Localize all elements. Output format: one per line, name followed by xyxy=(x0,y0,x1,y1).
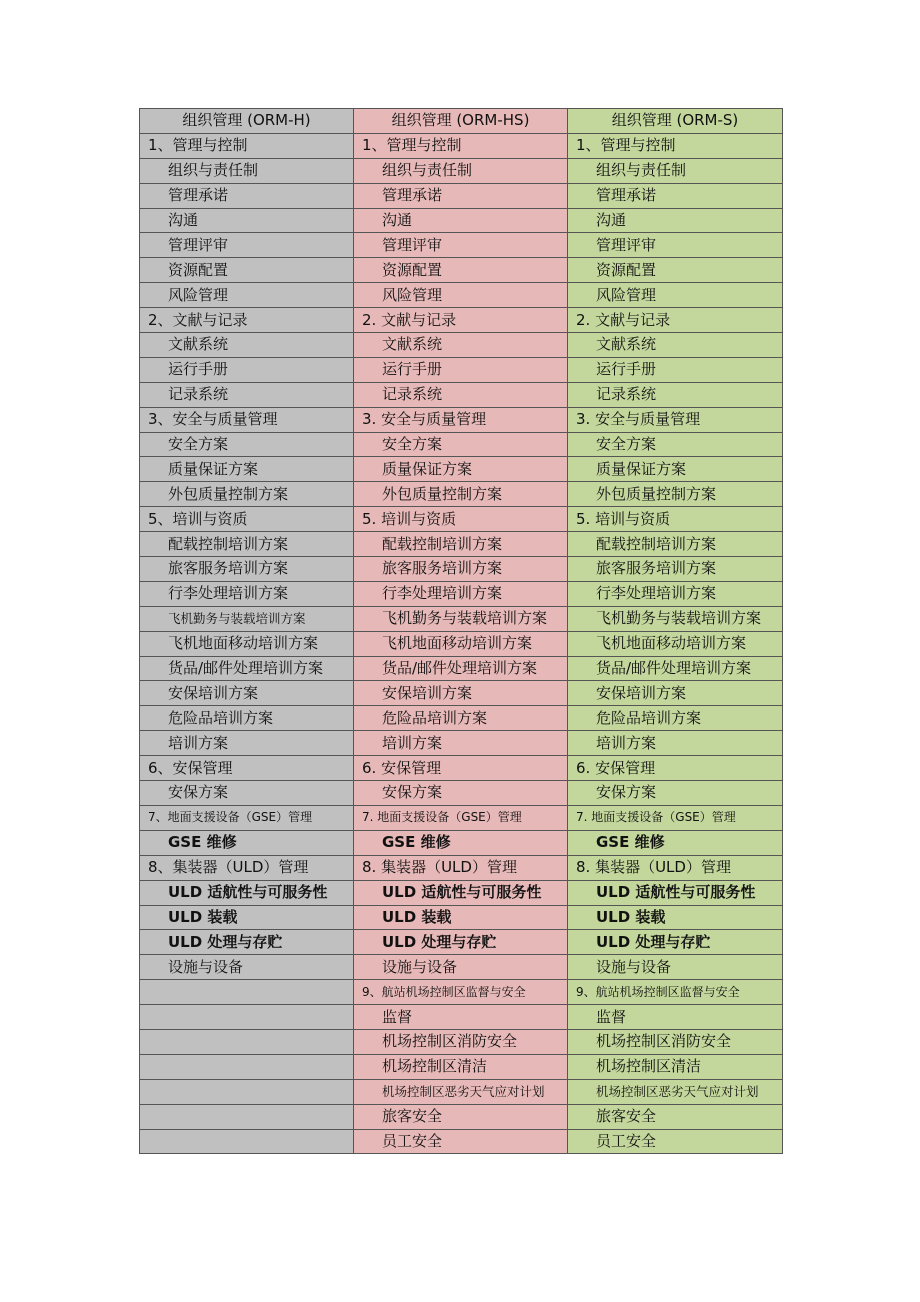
orm-h-cell: 旅客服务培训方案 xyxy=(140,557,354,582)
orm-h-cell: ULD 装载 xyxy=(140,905,354,930)
orm-hs-cell: 安保方案 xyxy=(354,781,568,806)
table-row xyxy=(140,1029,783,1054)
orm-s-cell: 管理承诺 xyxy=(568,183,783,208)
table-row xyxy=(140,830,783,855)
orm-s-cell: 机场控制区恶劣天气应对计划 xyxy=(568,1079,783,1104)
orm-h-cell: 沟通 xyxy=(140,208,354,233)
orm-hs-cell: 质量保证方案 xyxy=(354,457,568,482)
orm-hs-cell: 8. 集装器（ULD）管理 xyxy=(354,855,568,880)
orm-hs-cell: 货品/邮件处理培训方案 xyxy=(354,656,568,681)
orm-h-cell: 记录系统 xyxy=(140,382,354,407)
orm-s-cell: 安全方案 xyxy=(568,432,783,457)
table-row xyxy=(140,432,783,457)
orm-s-cell: 质量保证方案 xyxy=(568,457,783,482)
orm-s-cell: 监督 xyxy=(568,1005,783,1030)
table-row xyxy=(140,631,783,656)
orm-hs-cell: 飞机勤务与装载培训方案 xyxy=(354,606,568,631)
orm-s-cell: 培训方案 xyxy=(568,731,783,756)
orm-s-cell: 机场控制区清洁 xyxy=(568,1054,783,1079)
orm-s-cell: 1、管理与控制 xyxy=(568,133,783,158)
orm-hs-cell: 沟通 xyxy=(354,208,568,233)
orm-h-cell xyxy=(140,1079,354,1104)
table-row xyxy=(140,905,783,930)
table-row xyxy=(140,283,783,308)
orm-h-cell: 配载控制培训方案 xyxy=(140,532,354,557)
orm-h-cell: 设施与设备 xyxy=(140,955,354,980)
orm-hs-cell: 危险品培训方案 xyxy=(354,706,568,731)
orm-h-cell: 行李处理培训方案 xyxy=(140,581,354,606)
orm-h-cell: 资源配置 xyxy=(140,258,354,283)
orm-hs-cell: 机场控制区消防安全 xyxy=(354,1029,568,1054)
orm-s-cell: GSE 维修 xyxy=(568,830,783,855)
section-row xyxy=(140,308,783,333)
table-row xyxy=(140,208,783,233)
table-row xyxy=(140,233,783,258)
orm-hs-cell: 1、管理与控制 xyxy=(354,133,568,158)
orm-s-cell: 货品/邮件处理培训方案 xyxy=(568,656,783,681)
orm-h-cell: 文献系统 xyxy=(140,333,354,358)
orm-hs-cell: GSE 维修 xyxy=(354,830,568,855)
orm-h-cell: 6、安保管理 xyxy=(140,756,354,781)
orm-hs-cell: 组织与责任制 xyxy=(354,158,568,183)
orm-hs-cell: 员工安全 xyxy=(354,1129,568,1154)
table-row xyxy=(140,681,783,706)
orm-h-cell: 危险品培训方案 xyxy=(140,706,354,731)
orm-s-cell: ULD 处理与存贮 xyxy=(568,930,783,955)
table-row xyxy=(140,1129,783,1154)
orm-h-cell: 外包质量控制方案 xyxy=(140,482,354,507)
orm-h-cell: 7、地面支援设备（GSE）管理 xyxy=(140,805,354,830)
orm-hs-cell: ULD 处理与存贮 xyxy=(354,930,568,955)
section-row xyxy=(140,133,783,158)
orm-hs-cell: ULD 装载 xyxy=(354,905,568,930)
section-row xyxy=(140,507,783,532)
orm-s-cell: 配载控制培训方案 xyxy=(568,532,783,557)
orm-hs-cell: 机场控制区恶劣天气应对计划 xyxy=(354,1079,568,1104)
orm-s-cell: 管理评审 xyxy=(568,233,783,258)
table-row xyxy=(140,581,783,606)
orm-h-cell: 5、培训与资质 xyxy=(140,507,354,532)
orm-s-cell: 旅客服务培训方案 xyxy=(568,557,783,582)
orm-s-cell: 行李处理培训方案 xyxy=(568,581,783,606)
orm-hs-cell: 管理评审 xyxy=(354,233,568,258)
table-row xyxy=(140,333,783,358)
orm-s-cell: 运行手册 xyxy=(568,357,783,382)
orm-h-cell: 飞机地面移动培训方案 xyxy=(140,631,354,656)
orm-s-cell: 飞机勤务与装载培训方案 xyxy=(568,606,783,631)
orm-h-cell: 风险管理 xyxy=(140,283,354,308)
table-row xyxy=(140,183,783,208)
orm-hs-cell: 旅客服务培训方案 xyxy=(354,557,568,582)
orm-s-cell: 旅客安全 xyxy=(568,1104,783,1129)
table-row xyxy=(140,955,783,980)
orm-h-cell: 组织与责任制 xyxy=(140,158,354,183)
table-row xyxy=(140,1104,783,1129)
table-row xyxy=(140,482,783,507)
orm-h-cell: 3、安全与质量管理 xyxy=(140,407,354,432)
orm-hs-cell: 7. 地面支援设备（GSE）管理 xyxy=(354,805,568,830)
orm-h-cell xyxy=(140,1005,354,1030)
orm-h-cell: 安保方案 xyxy=(140,781,354,806)
orm-h-cell xyxy=(140,1104,354,1129)
header-orm-h: 组织管理 (ORM-H) xyxy=(140,109,354,134)
table-row xyxy=(140,1005,783,1030)
header-orm-hs: 组织管理 (ORM-HS) xyxy=(354,109,568,134)
orm-hs-cell: 3. 安全与质量管理 xyxy=(354,407,568,432)
orm-hs-cell: 2. 文献与记录 xyxy=(354,308,568,333)
orm-h-cell xyxy=(140,980,354,1005)
orm-h-cell: 货品/邮件处理培训方案 xyxy=(140,656,354,681)
table-row xyxy=(140,930,783,955)
orm-hs-cell: 资源配置 xyxy=(354,258,568,283)
orm-s-cell: 3. 安全与质量管理 xyxy=(568,407,783,432)
orm-h-cell: 8、集装器（ULD）管理 xyxy=(140,855,354,880)
orm-s-cell: ULD 装载 xyxy=(568,905,783,930)
orm-s-cell: 机场控制区消防安全 xyxy=(568,1029,783,1054)
section-row xyxy=(140,756,783,781)
orm-hs-cell: 文献系统 xyxy=(354,333,568,358)
orm-s-cell: 8. 集装器（ULD）管理 xyxy=(568,855,783,880)
orm-hs-cell: 安全方案 xyxy=(354,432,568,457)
orm-h-cell: GSE 维修 xyxy=(140,830,354,855)
orm-h-cell: 管理评审 xyxy=(140,233,354,258)
orm-h-cell: ULD 适航性与可服务性 xyxy=(140,880,354,905)
orm-s-cell: 7. 地面支援设备（GSE）管理 xyxy=(568,805,783,830)
header-row xyxy=(140,109,783,134)
orm-hs-cell: 管理承诺 xyxy=(354,183,568,208)
orm-hs-cell: 记录系统 xyxy=(354,382,568,407)
table-row xyxy=(140,606,783,631)
orm-comparison-table xyxy=(139,108,783,1154)
orm-s-cell: 2. 文献与记录 xyxy=(568,308,783,333)
orm-s-cell: 风险管理 xyxy=(568,283,783,308)
table-row xyxy=(140,1079,783,1104)
orm-hs-cell: 配载控制培训方案 xyxy=(354,532,568,557)
orm-hs-cell: 9、航站机场控制区监督与安全 xyxy=(354,980,568,1005)
orm-s-cell: 外包质量控制方案 xyxy=(568,482,783,507)
table-row xyxy=(140,457,783,482)
orm-s-cell: ULD 适航性与可服务性 xyxy=(568,880,783,905)
orm-s-cell: 安保方案 xyxy=(568,781,783,806)
orm-hs-cell: 飞机地面移动培训方案 xyxy=(354,631,568,656)
orm-s-cell: 记录系统 xyxy=(568,382,783,407)
orm-h-cell: 运行手册 xyxy=(140,357,354,382)
orm-s-cell: 6. 安保管理 xyxy=(568,756,783,781)
table-row xyxy=(140,656,783,681)
section-row xyxy=(140,407,783,432)
orm-h-cell: 2、文献与记录 xyxy=(140,308,354,333)
table-body xyxy=(140,133,783,1154)
orm-s-cell: 文献系统 xyxy=(568,333,783,358)
table-row xyxy=(140,357,783,382)
orm-h-cell: 质量保证方案 xyxy=(140,457,354,482)
orm-s-cell: 员工安全 xyxy=(568,1129,783,1154)
orm-h-cell: 1、管理与控制 xyxy=(140,133,354,158)
table-row xyxy=(140,532,783,557)
orm-hs-cell: 机场控制区清洁 xyxy=(354,1054,568,1079)
orm-hs-cell: 运行手册 xyxy=(354,357,568,382)
section-row xyxy=(140,805,783,830)
orm-hs-cell: 旅客安全 xyxy=(354,1104,568,1129)
orm-hs-cell: 5. 培训与资质 xyxy=(354,507,568,532)
table-row xyxy=(140,731,783,756)
table-row xyxy=(140,557,783,582)
orm-h-cell xyxy=(140,1054,354,1079)
orm-s-cell: 安保培训方案 xyxy=(568,681,783,706)
table-row xyxy=(140,1054,783,1079)
orm-s-cell: 飞机地面移动培训方案 xyxy=(568,631,783,656)
orm-s-cell: 资源配置 xyxy=(568,258,783,283)
orm-h-cell: 培训方案 xyxy=(140,731,354,756)
orm-hs-cell: 6. 安保管理 xyxy=(354,756,568,781)
orm-h-cell xyxy=(140,1129,354,1154)
section-row xyxy=(140,980,783,1005)
orm-h-cell xyxy=(140,1029,354,1054)
orm-h-cell: 安全方案 xyxy=(140,432,354,457)
table-row xyxy=(140,781,783,806)
orm-h-cell: ULD 处理与存贮 xyxy=(140,930,354,955)
orm-hs-cell: 培训方案 xyxy=(354,731,568,756)
table-row xyxy=(140,158,783,183)
orm-s-cell: 沟通 xyxy=(568,208,783,233)
table-row xyxy=(140,258,783,283)
orm-s-cell: 9、航站机场控制区监督与安全 xyxy=(568,980,783,1005)
orm-h-cell: 管理承诺 xyxy=(140,183,354,208)
orm-s-cell: 组织与责任制 xyxy=(568,158,783,183)
section-row xyxy=(140,855,783,880)
table-row xyxy=(140,382,783,407)
orm-hs-cell: 外包质量控制方案 xyxy=(354,482,568,507)
orm-hs-cell: 监督 xyxy=(354,1005,568,1030)
orm-hs-cell: 风险管理 xyxy=(354,283,568,308)
orm-s-cell: 5. 培训与资质 xyxy=(568,507,783,532)
orm-h-cell: 飞机勤务与装载培训方案 xyxy=(140,606,354,631)
orm-hs-cell: ULD 适航性与可服务性 xyxy=(354,880,568,905)
orm-hs-cell: 设施与设备 xyxy=(354,955,568,980)
header-orm-s: 组织管理 (ORM-S) xyxy=(568,109,783,134)
orm-s-cell: 设施与设备 xyxy=(568,955,783,980)
orm-hs-cell: 行李处理培训方案 xyxy=(354,581,568,606)
table-row xyxy=(140,706,783,731)
orm-hs-cell: 安保培训方案 xyxy=(354,681,568,706)
orm-h-cell: 安保培训方案 xyxy=(140,681,354,706)
table-row xyxy=(140,880,783,905)
orm-s-cell: 危险品培训方案 xyxy=(568,706,783,731)
